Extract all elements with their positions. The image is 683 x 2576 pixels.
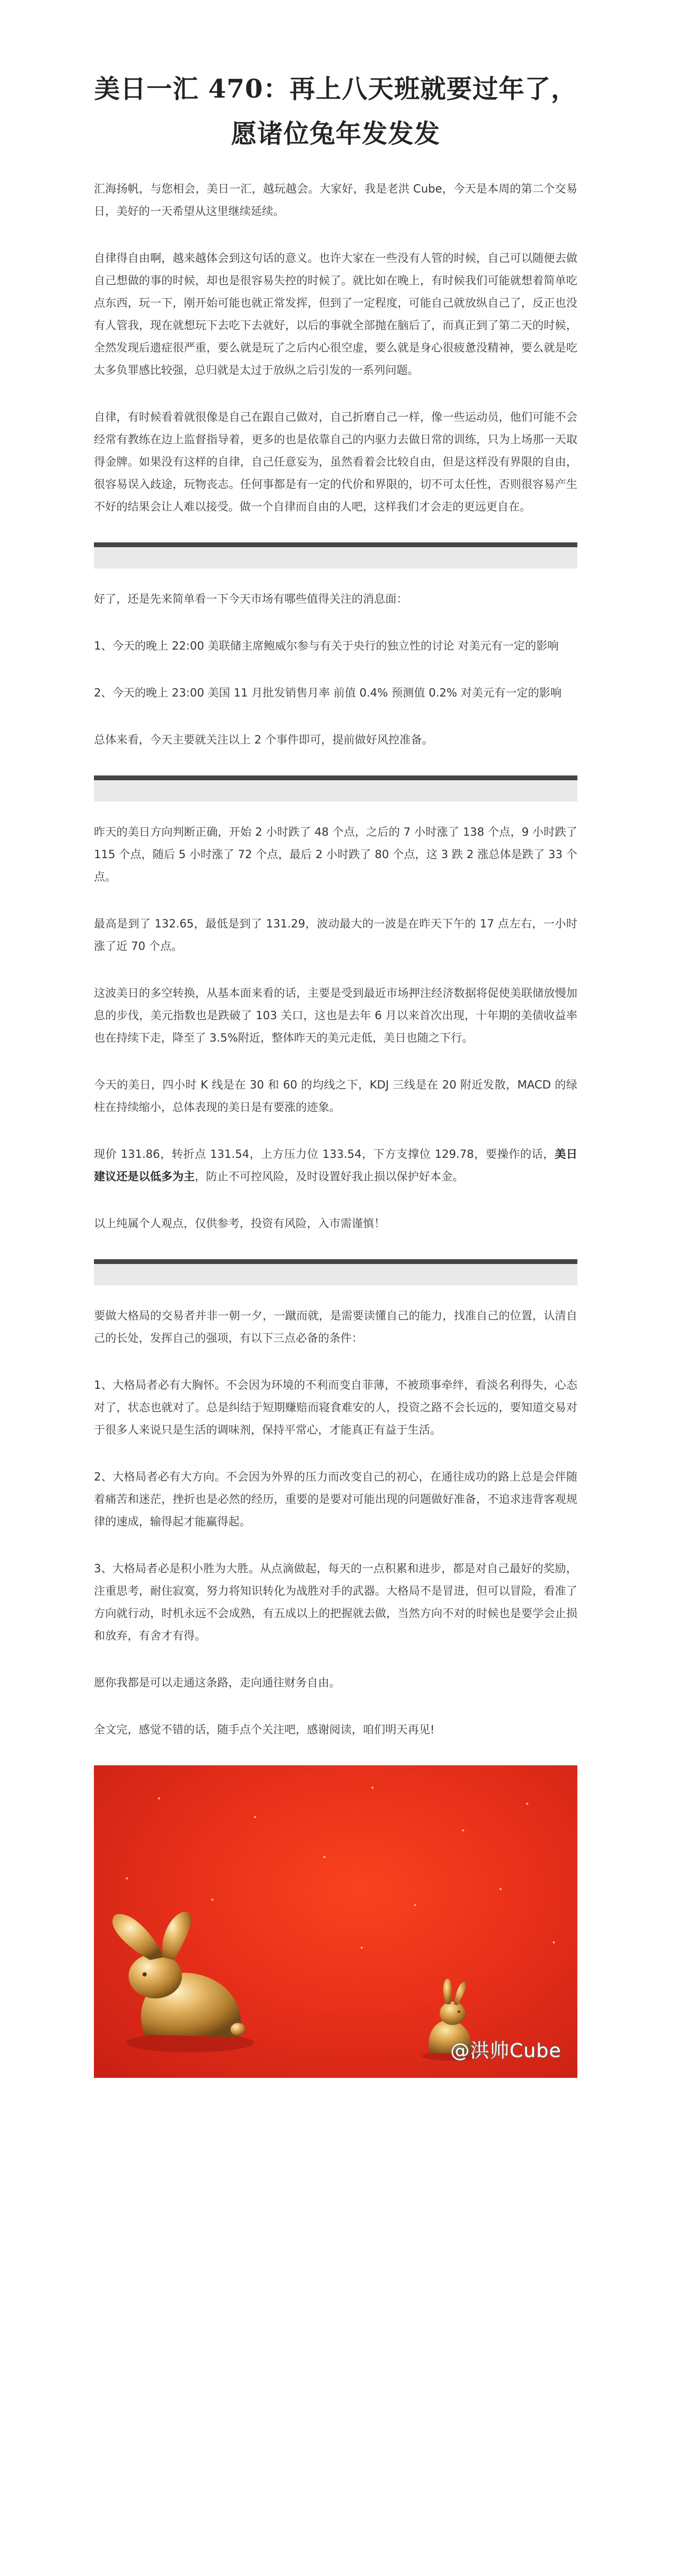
paragraph-self-discipline-2: 自律，有时候看着就很像是自己在跟自己做对，自己折磨自己一样，像一些运动员，他们可能不会经常有教练在边上监督指导着，更多的也是依靠自己的内驱力去做日常的训练，只为上场那一天取得金牌。如果没有这样的自律，自己任意妄为，虽然看着会比较自由，但是这样没有界限的自由，很容易误入歧途，玩物丧志。任何事都是有一定的代价和界限的，切不可太任性，否则很容易产生不好的结果会让人难以接受。做一个自律而自由的人吧，这样我们才会走的更远更自在。 (94, 411, 577, 513)
paragraph-big-picture-intro: 要做大格局的交易者并非一朝一夕，一蹴而就，是需要读懂自己的能力，找准自己的位置，认清自己的长处，发挥自己的强项，有以下三点必备的条件： (94, 1309, 577, 1345)
golden-rabbits-image (94, 1765, 577, 2078)
paragraph-event-1: 1、今天的晚上 22:00 美联储主席鲍威尔参与有关于央行的独立性的讨论 对美元有一定的影响 (94, 639, 559, 652)
section-divider (94, 775, 577, 802)
paragraph-fundamentals: 这波美日的多空转换，从基本面来看的话，主要是受到最近市场押注经济数据将促使美联储放慢加息的步伐，美元指数也是跌破了 103 关口，这也是去年 6 月以来首次出现，十年期的美债收益率也在持续下走，降至了 3.5%附近，整体昨天的美元走低，美日也随之下行。 (94, 987, 577, 1044)
strategy-highlight: 美日建议还是以低多为主 (94, 1148, 577, 1183)
paragraph-technicals: 今天的美日，四小时 K 线是在 30 和 60 的均线之下，KDJ 三线是在 20 附近发散，MACD 的绿柱在持续缩小，总体表现的美日是有要涨的迹象。 (94, 1078, 577, 1114)
rabbit-figurines-icon (94, 1765, 577, 2078)
section-divider (94, 542, 577, 569)
paragraph-big-picture-1: 1、大格局者必有大胸怀。不会因为环境的不利而变自菲薄，不被琐事牵绊，看淡名利得失，心态对了，状态也就对了。总是纠结于短期赚赔而寝食难安的人，投资之路不会长远的，要知道交易对于很多人来说只是生活的调味剂，保持平常心，才能真正有益于生活。 (94, 1379, 577, 1436)
paragraph-greeting: 汇海扬帆，与您相会，美日一汇，越玩越会。大家好，我是老洪 Cube，今天是本周的第二个交易日，美好的一天希望从这里继续延续。 (94, 182, 577, 218)
watermark: @洪帅Cube (450, 2040, 561, 2062)
paragraph-closing: 全文完，感觉不错的话，随手点个关注吧，感谢阅读，咱们明天再见! (94, 1723, 435, 1736)
paragraph-disclaimer: 以上纯属个人观点，仅供参考，投资有风险，入市需谨慎！ (94, 1217, 385, 1230)
article-title: 美日一汇 470：再上八天班就要过年了，愿诸位兔年发发发 (94, 74, 577, 149)
paragraph-big-picture-3: 3、大格局者必是积小胜为大胜。从点滴做起，每天的一点积累和进步，都是对自己最好的奖励，注重思考，耐住寂寞，努力将知识转化为战胜对手的武器。大格局不是冒进，但可以冒险，看准了方向就行动，时机永远不会成熟，有五成以上的把握就去做，当然方向不对的时候也是要学会止损和放弃，有舍才有得。 (94, 1562, 577, 1642)
paragraph-events-intro: 好了，还是先来简单看一下今天市场有哪些值得关注的消息面： (94, 593, 408, 605)
section-divider (94, 1259, 577, 1285)
paragraph-self-discipline-1: 自律得自由啊，越来越体会到这句话的意义。也许大家在一些没有人管的时候，自己可以随便去做自己想做的事的时候，却也是很容易失控的时候了。就比如在晚上，有时候我们可能就想着简单吃点东西，玩一下，刚开始可能也就正常发挥，但到了一定程度，可能自己就放纵自己了，反正也没有人管我，现在就想玩下去吃下去就好，以后的事就全部抛在脑后了，而真正到了第二天的时候，全然发现后遗症很严重，要么就是玩了之后内心很空虚，要么就是身心很疲惫没精神，要么就是吃太多负罪感比较强，总归就是太过于放纵之后引发的一系列问题。 (94, 252, 577, 377)
paragraph-events-summary: 总体来看，今天主要就关注以上 2 个事件即可，提前做好风控准备。 (94, 733, 433, 746)
strategy-text-2: ，防止不可控风险，及时设置好我止损以保护好本金。 (195, 1170, 464, 1183)
article (94, 0, 577, 2078)
paragraph-review: 昨天的美日方向判断正确，开始 2 小时跌了 48 个点，之后的 7 小时涨了 138 个点，9 小时跌了 115 个点，随后 5 小时涨了 72 个点，最后 2 小时跌了 80 个点，这 3 跌 2 涨总体是跌了 33 个点。 (94, 826, 577, 883)
paragraph-strategy (94, 1143, 577, 1188)
paragraph-wish: 愿你我都是可以走通这条路，走向通往财务自由。 (94, 1676, 340, 1689)
paragraph-big-picture-2: 2、大格局者必有大方向。不会因为外界的压力而改变自己的初心，在通往成功的路上总是会伴随着痛苦和迷茫，挫折也是必然的经历，重要的是要对可能出现的问题做好准备，不追求违背客观规律的速成，输得起才能赢得起。 (94, 1470, 577, 1528)
title-spacer (94, 156, 577, 178)
strategy-text-1: 现价 131.86，转折点 131.54，上方压力位 133.54，下方支撑位 129.78，要操作的话， (94, 1148, 555, 1161)
paragraph-event-2: 2、今天的晚上 23:00 美国 11 月批发销售月率 前值 0.4% 预测值 0.2% 对美元有一定的影响 (94, 686, 562, 699)
paragraph-high-low: 最高是到了 132.65，最低是到了 131.29，波动最大的一波是在昨天下午的 17 点左右，一小时涨了近 70 个点。 (94, 917, 577, 953)
